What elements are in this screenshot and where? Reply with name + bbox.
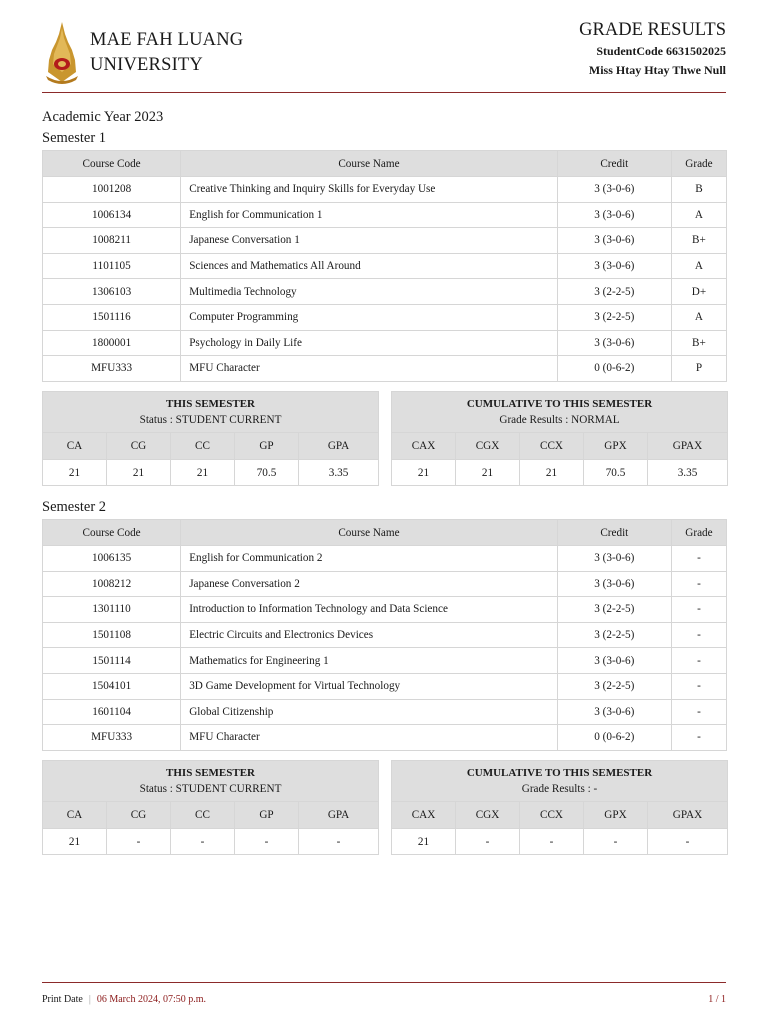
course-credit: 3 (2-2-5) — [557, 279, 671, 305]
print-date-label: Print Date — [42, 994, 83, 1005]
summary-column-header: GP — [235, 433, 299, 460]
summary-value: 21 — [392, 460, 456, 486]
summary-column-header: CCX — [520, 802, 584, 829]
university-name — [90, 28, 243, 78]
summary-value: - — [584, 829, 648, 855]
course-code: 1008212 — [43, 571, 181, 597]
this-semester-summary-table — [42, 760, 379, 855]
cumulative-summary-heading — [392, 392, 728, 433]
this-semester-summary-heading-row — [43, 761, 379, 802]
course-code: 1006135 — [43, 546, 181, 572]
summary-value: 21 — [456, 460, 520, 486]
summary-column-header: GPX — [584, 433, 648, 460]
summary-column-header: CG — [107, 433, 171, 460]
column-header: Credit — [557, 151, 671, 177]
course-grade: - — [671, 622, 726, 648]
summary-column-header: GPAX — [648, 433, 728, 460]
course-table-header — [43, 151, 727, 177]
cumulative-summary-heading — [392, 761, 728, 802]
this-semester-summary-heading — [43, 392, 379, 433]
cumulative-summary-table — [391, 391, 728, 486]
this-semester-summary-values — [43, 460, 379, 486]
course-name: MFU Character — [181, 725, 558, 751]
summary-value: 70.5 — [235, 460, 299, 486]
summary-column-header: GPX — [584, 802, 648, 829]
column-header: Course Code — [43, 151, 181, 177]
semester-title: Semester 2 — [42, 499, 107, 515]
cumulative-summary-columns — [392, 433, 728, 460]
course-row — [43, 673, 727, 699]
course-name: Introduction to Information Technology and Data Science — [181, 597, 558, 623]
course-name: Electric Circuits and Electronics Devices — [181, 622, 558, 648]
cumulative-summary-status: Grade Results : - — [521, 783, 598, 795]
course-grade: - — [671, 699, 726, 725]
course-credit: 3 (2-2-5) — [557, 597, 671, 623]
document-header — [42, 18, 726, 93]
university-name-line2: UNIVERSITY — [90, 55, 203, 75]
summary-column-header: CA — [43, 433, 107, 460]
course-credit: 0 (0-6-2) — [557, 356, 671, 382]
course-credit: 3 (3-0-6) — [557, 571, 671, 597]
course-grade: A — [671, 304, 726, 330]
course-grade: A — [671, 253, 726, 279]
this-semester-summary-heading — [43, 761, 379, 802]
summary-column-header: GP — [235, 802, 299, 829]
summary-value: 3.35 — [648, 460, 728, 486]
course-row — [43, 279, 727, 305]
cumulative-summary-title: CUMULATIVE TO THIS SEMESTER — [466, 398, 653, 410]
column-header: Course Name — [181, 520, 558, 546]
course-table-header — [43, 520, 727, 546]
cumulative-summary-columns — [392, 802, 728, 829]
summary-column-header: CAX — [392, 802, 456, 829]
course-name: English for Communication 2 — [181, 546, 558, 572]
column-header: Credit — [557, 520, 671, 546]
course-grade: D+ — [671, 279, 726, 305]
academic-year-title: Academic Year 2023 — [42, 109, 164, 125]
course-row — [43, 597, 727, 623]
summary-value: 21 — [43, 460, 107, 486]
summary-column-header: CA — [43, 802, 107, 829]
course-name: 3D Game Development for Virtual Technology — [181, 673, 558, 699]
course-name: Global Citizenship — [181, 699, 558, 725]
summary-column-header: CC — [171, 802, 235, 829]
cumulative-summary-title: CUMULATIVE TO THIS SEMESTER — [466, 767, 653, 779]
student-code: StudentCode 6631502025 — [596, 44, 726, 58]
this-semester-summary-status: Status : STUDENT CURRENT — [139, 783, 282, 795]
course-code: 1800001 — [43, 330, 181, 356]
course-code: 1001208 — [43, 177, 181, 203]
course-row — [43, 356, 727, 382]
summary-value: - — [648, 829, 728, 855]
university-name-line1: MAE FAH LUANG — [90, 30, 244, 50]
summary-value: 21 — [392, 829, 456, 855]
column-header: Grade — [671, 151, 726, 177]
cumulative-summary-status: Grade Results : NORMAL — [499, 414, 620, 426]
summary-column-header: GPA — [299, 433, 379, 460]
course-row — [43, 571, 727, 597]
course-credit: 3 (2-2-5) — [557, 622, 671, 648]
course-name: Japanese Conversation 1 — [181, 228, 558, 254]
course-row — [43, 330, 727, 356]
summary-value: - — [299, 829, 379, 855]
summary-column-header: CGX — [456, 433, 520, 460]
university-logo-icon — [42, 20, 82, 84]
student-name: Miss Htay Htay Thwe Null — [588, 63, 726, 77]
course-code: 1306103 — [43, 279, 181, 305]
summary-value: - — [520, 829, 584, 855]
summary-value: - — [107, 829, 171, 855]
course-credit: 3 (2-2-5) — [557, 304, 671, 330]
course-credit: 0 (0-6-2) — [557, 725, 671, 751]
course-credit: 3 (3-0-6) — [557, 177, 671, 203]
course-row — [43, 622, 727, 648]
course-name: Computer Programming — [181, 304, 558, 330]
cumulative-summary-table — [391, 760, 728, 855]
course-code: 1301110 — [43, 597, 181, 623]
course-code: 1504101 — [43, 673, 181, 699]
summary-column-header: CC — [171, 433, 235, 460]
this-semester-summary-columns — [43, 433, 379, 460]
course-name: Creative Thinking and Inquiry Skills for Everyday Use — [181, 177, 558, 203]
column-header: Course Code — [43, 520, 181, 546]
course-grade: B — [671, 177, 726, 203]
course-table — [42, 519, 727, 751]
summary-value: - — [235, 829, 299, 855]
semester-title: Semester 1 — [42, 130, 107, 146]
course-credit: 3 (2-2-5) — [557, 673, 671, 699]
course-row — [43, 228, 727, 254]
course-grade: A — [671, 202, 726, 228]
footer-separator: | — [88, 994, 91, 1005]
summary-value: - — [456, 829, 520, 855]
course-row — [43, 253, 727, 279]
course-row — [43, 725, 727, 751]
this-semester-summary-title: THIS SEMESTER — [166, 767, 255, 779]
course-credit: 3 (3-0-6) — [557, 253, 671, 279]
course-credit: 3 (3-0-6) — [557, 228, 671, 254]
column-header: Grade — [671, 520, 726, 546]
summary-value: 21 — [520, 460, 584, 486]
course-credit: 3 (3-0-6) — [557, 202, 671, 228]
course-code: 1008211 — [43, 228, 181, 254]
this-semester-summary-values — [43, 829, 379, 855]
course-name: Sciences and Mathematics All Around — [181, 253, 558, 279]
summary-value: 21 — [107, 460, 171, 486]
course-code: 1006134 — [43, 202, 181, 228]
course-code: MFU333 — [43, 725, 181, 751]
summary-value: - — [171, 829, 235, 855]
summary-column-header: GPAX — [648, 802, 728, 829]
summary-column-header: CGX — [456, 802, 520, 829]
this-semester-summary-table — [42, 391, 379, 486]
this-semester-summary-heading-row — [43, 392, 379, 433]
course-row — [43, 202, 727, 228]
cumulative-summary-heading-row — [392, 761, 728, 802]
this-semester-summary-columns — [43, 802, 379, 829]
course-credit: 3 (3-0-6) — [557, 330, 671, 356]
course-grade: - — [671, 571, 726, 597]
course-grade: - — [671, 546, 726, 572]
course-row — [43, 546, 727, 572]
summary-column-header: CCX — [520, 433, 584, 460]
course-grade: - — [671, 673, 726, 699]
this-semester-summary-status: Status : STUDENT CURRENT — [139, 414, 282, 426]
column-header: Course Name — [181, 151, 558, 177]
summary-column-header: CG — [107, 802, 171, 829]
course-grade: - — [671, 725, 726, 751]
course-code: 1501114 — [43, 648, 181, 674]
course-name: Multimedia Technology — [181, 279, 558, 305]
course-row — [43, 699, 727, 725]
course-name: MFU Character — [181, 356, 558, 382]
course-credit: 3 (3-0-6) — [557, 546, 671, 572]
course-name: Psychology in Daily Life — [181, 330, 558, 356]
print-date-value: 06 March 2024, 07:50 p.m. — [96, 994, 206, 1005]
print-date-block — [42, 994, 206, 1005]
summary-value: 70.5 — [584, 460, 648, 486]
course-row — [43, 304, 727, 330]
course-name: English for Communication 1 — [181, 202, 558, 228]
course-code: 1601104 — [43, 699, 181, 725]
course-name: Japanese Conversation 2 — [181, 571, 558, 597]
cumulative-summary-heading-row — [392, 392, 728, 433]
course-grade: B+ — [671, 330, 726, 356]
page-number: 1 / 1 — [708, 994, 726, 1005]
summary-value: 21 — [171, 460, 235, 486]
course-credit: 3 (3-0-6) — [557, 648, 671, 674]
course-grade: - — [671, 597, 726, 623]
course-name: Mathematics for Engineering 1 — [181, 648, 558, 674]
summary-value: 3.35 — [299, 460, 379, 486]
course-code: 1501116 — [43, 304, 181, 330]
cumulative-summary-values — [392, 829, 728, 855]
course-credit: 3 (3-0-6) — [557, 699, 671, 725]
this-semester-summary-title: THIS SEMESTER — [166, 398, 255, 410]
cumulative-summary-values — [392, 460, 728, 486]
summary-column-header: CAX — [392, 433, 456, 460]
course-code: 1101105 — [43, 253, 181, 279]
course-grade: B+ — [671, 228, 726, 254]
course-row — [43, 648, 727, 674]
course-table — [42, 150, 727, 382]
course-code: 1501108 — [43, 622, 181, 648]
course-grade: P — [671, 356, 726, 382]
course-grade: - — [671, 648, 726, 674]
summary-column-header: GPA — [299, 802, 379, 829]
page-footer — [42, 982, 726, 1005]
course-row — [43, 177, 727, 203]
course-code: MFU333 — [43, 356, 181, 382]
summary-value: 21 — [43, 829, 107, 855]
document-title: GRADE RESULTS — [579, 20, 726, 40]
